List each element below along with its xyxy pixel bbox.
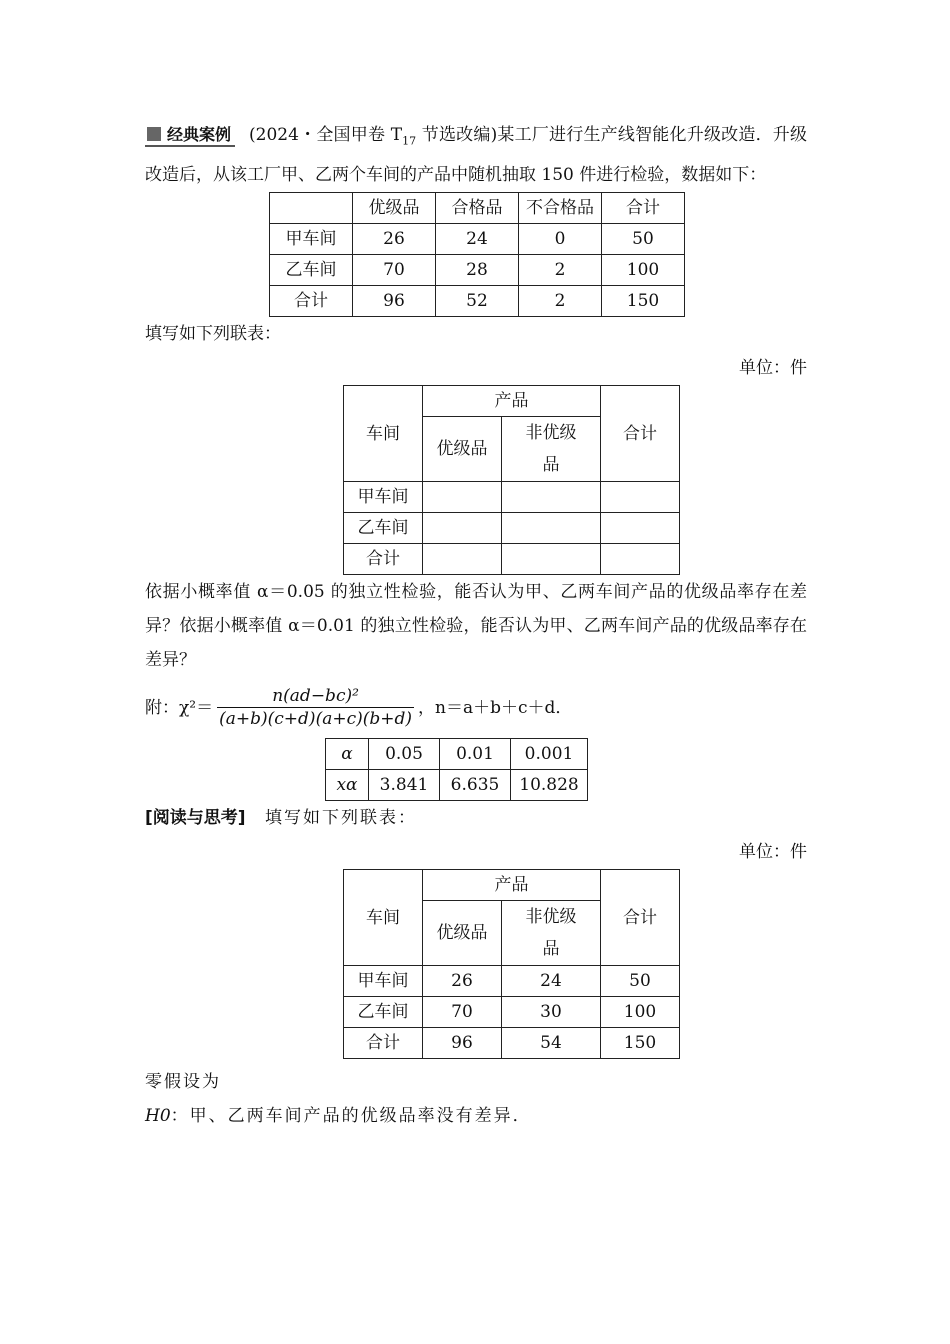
table-row: 甲车间 26 24 50 xyxy=(344,966,680,997)
table-row: xα 3.841 6.635 10.828 xyxy=(326,770,588,801)
intro-text: 节选改编)某工厂进行生产线智能化升级改造．升级改造后，从该工厂甲、乙两个车间的产品中随机抽取 150 件进行检验，数据如下： xyxy=(145,125,807,186)
hypothesis-label: H0 xyxy=(145,1106,171,1127)
fill-prompt: 填写如下列联表： xyxy=(145,324,281,345)
hypothesis-text: ：甲、乙两车间产品的优级品率没有差异． xyxy=(170,1106,532,1127)
table-row: 乙车间 70 28 2 100 xyxy=(270,255,685,286)
critical-value-table xyxy=(325,738,588,801)
question-text: 依据小概率值 α＝0.05 的独立性检验，能否认为甲、乙两车间产品的优级品率存在差异？依据小概率值 α＝0.01 的独立性检验，能否认为甲、乙两车间产品的优级品率存在差异？ xyxy=(145,582,807,671)
reading-paragraph xyxy=(145,801,807,835)
case-tag: 经典案例 xyxy=(145,125,235,147)
null-hypothesis xyxy=(145,1099,807,1133)
unit-label-2: 单位：件 xyxy=(739,842,807,863)
table-row: 优级品 非优级品 xyxy=(344,901,680,966)
intro-prefix: (2024・全国甲卷 T xyxy=(249,125,403,145)
table-row: 优级品 合格品 不合格品 合计 xyxy=(270,193,685,224)
reading-label: [阅读与思考] xyxy=(145,808,246,829)
null-hypothesis-intro: 零假设为 xyxy=(145,1072,221,1093)
table-row: 甲车间 26 24 0 50 xyxy=(270,224,685,255)
table-row: 合计 xyxy=(344,544,680,575)
formula-numerator: n(ad−bc)² xyxy=(272,686,359,707)
table-row: 乙车间 xyxy=(344,513,680,544)
contingency-table-filled xyxy=(343,869,680,1059)
table-row: 合计 96 52 2 150 xyxy=(270,286,685,317)
formula-fraction xyxy=(217,685,414,730)
table-row: 乙车间 70 30 100 xyxy=(344,997,680,1028)
table-row: 车间 产品 合计 xyxy=(344,870,680,901)
intro-paragraph xyxy=(145,118,807,192)
table-row: 合计 96 54 150 xyxy=(344,1028,680,1059)
contingency-table-blank xyxy=(343,385,680,575)
reading-text: 填写如下列联表： xyxy=(264,808,417,829)
formula-tail: ，n＝a＋b＋c＋d． xyxy=(418,697,573,718)
data-table xyxy=(269,192,685,317)
table-row: 车间 产品 合计 xyxy=(344,386,680,417)
formula-denominator: (a+b)(c+d)(a+c)(b+d) xyxy=(219,709,413,730)
table-row: 优级品 非优级品 xyxy=(344,417,680,482)
tag-square-icon xyxy=(147,127,161,141)
formula-label: 附：χ²＝ xyxy=(145,697,214,718)
document-page xyxy=(145,118,807,1133)
table-row: 甲车间 xyxy=(344,482,680,513)
unit-label: 单位：件 xyxy=(739,358,807,379)
intro-sub: 17 xyxy=(402,134,417,148)
chi-square-formula xyxy=(145,685,807,730)
table-row: α 0.05 0.01 0.001 xyxy=(326,739,588,770)
